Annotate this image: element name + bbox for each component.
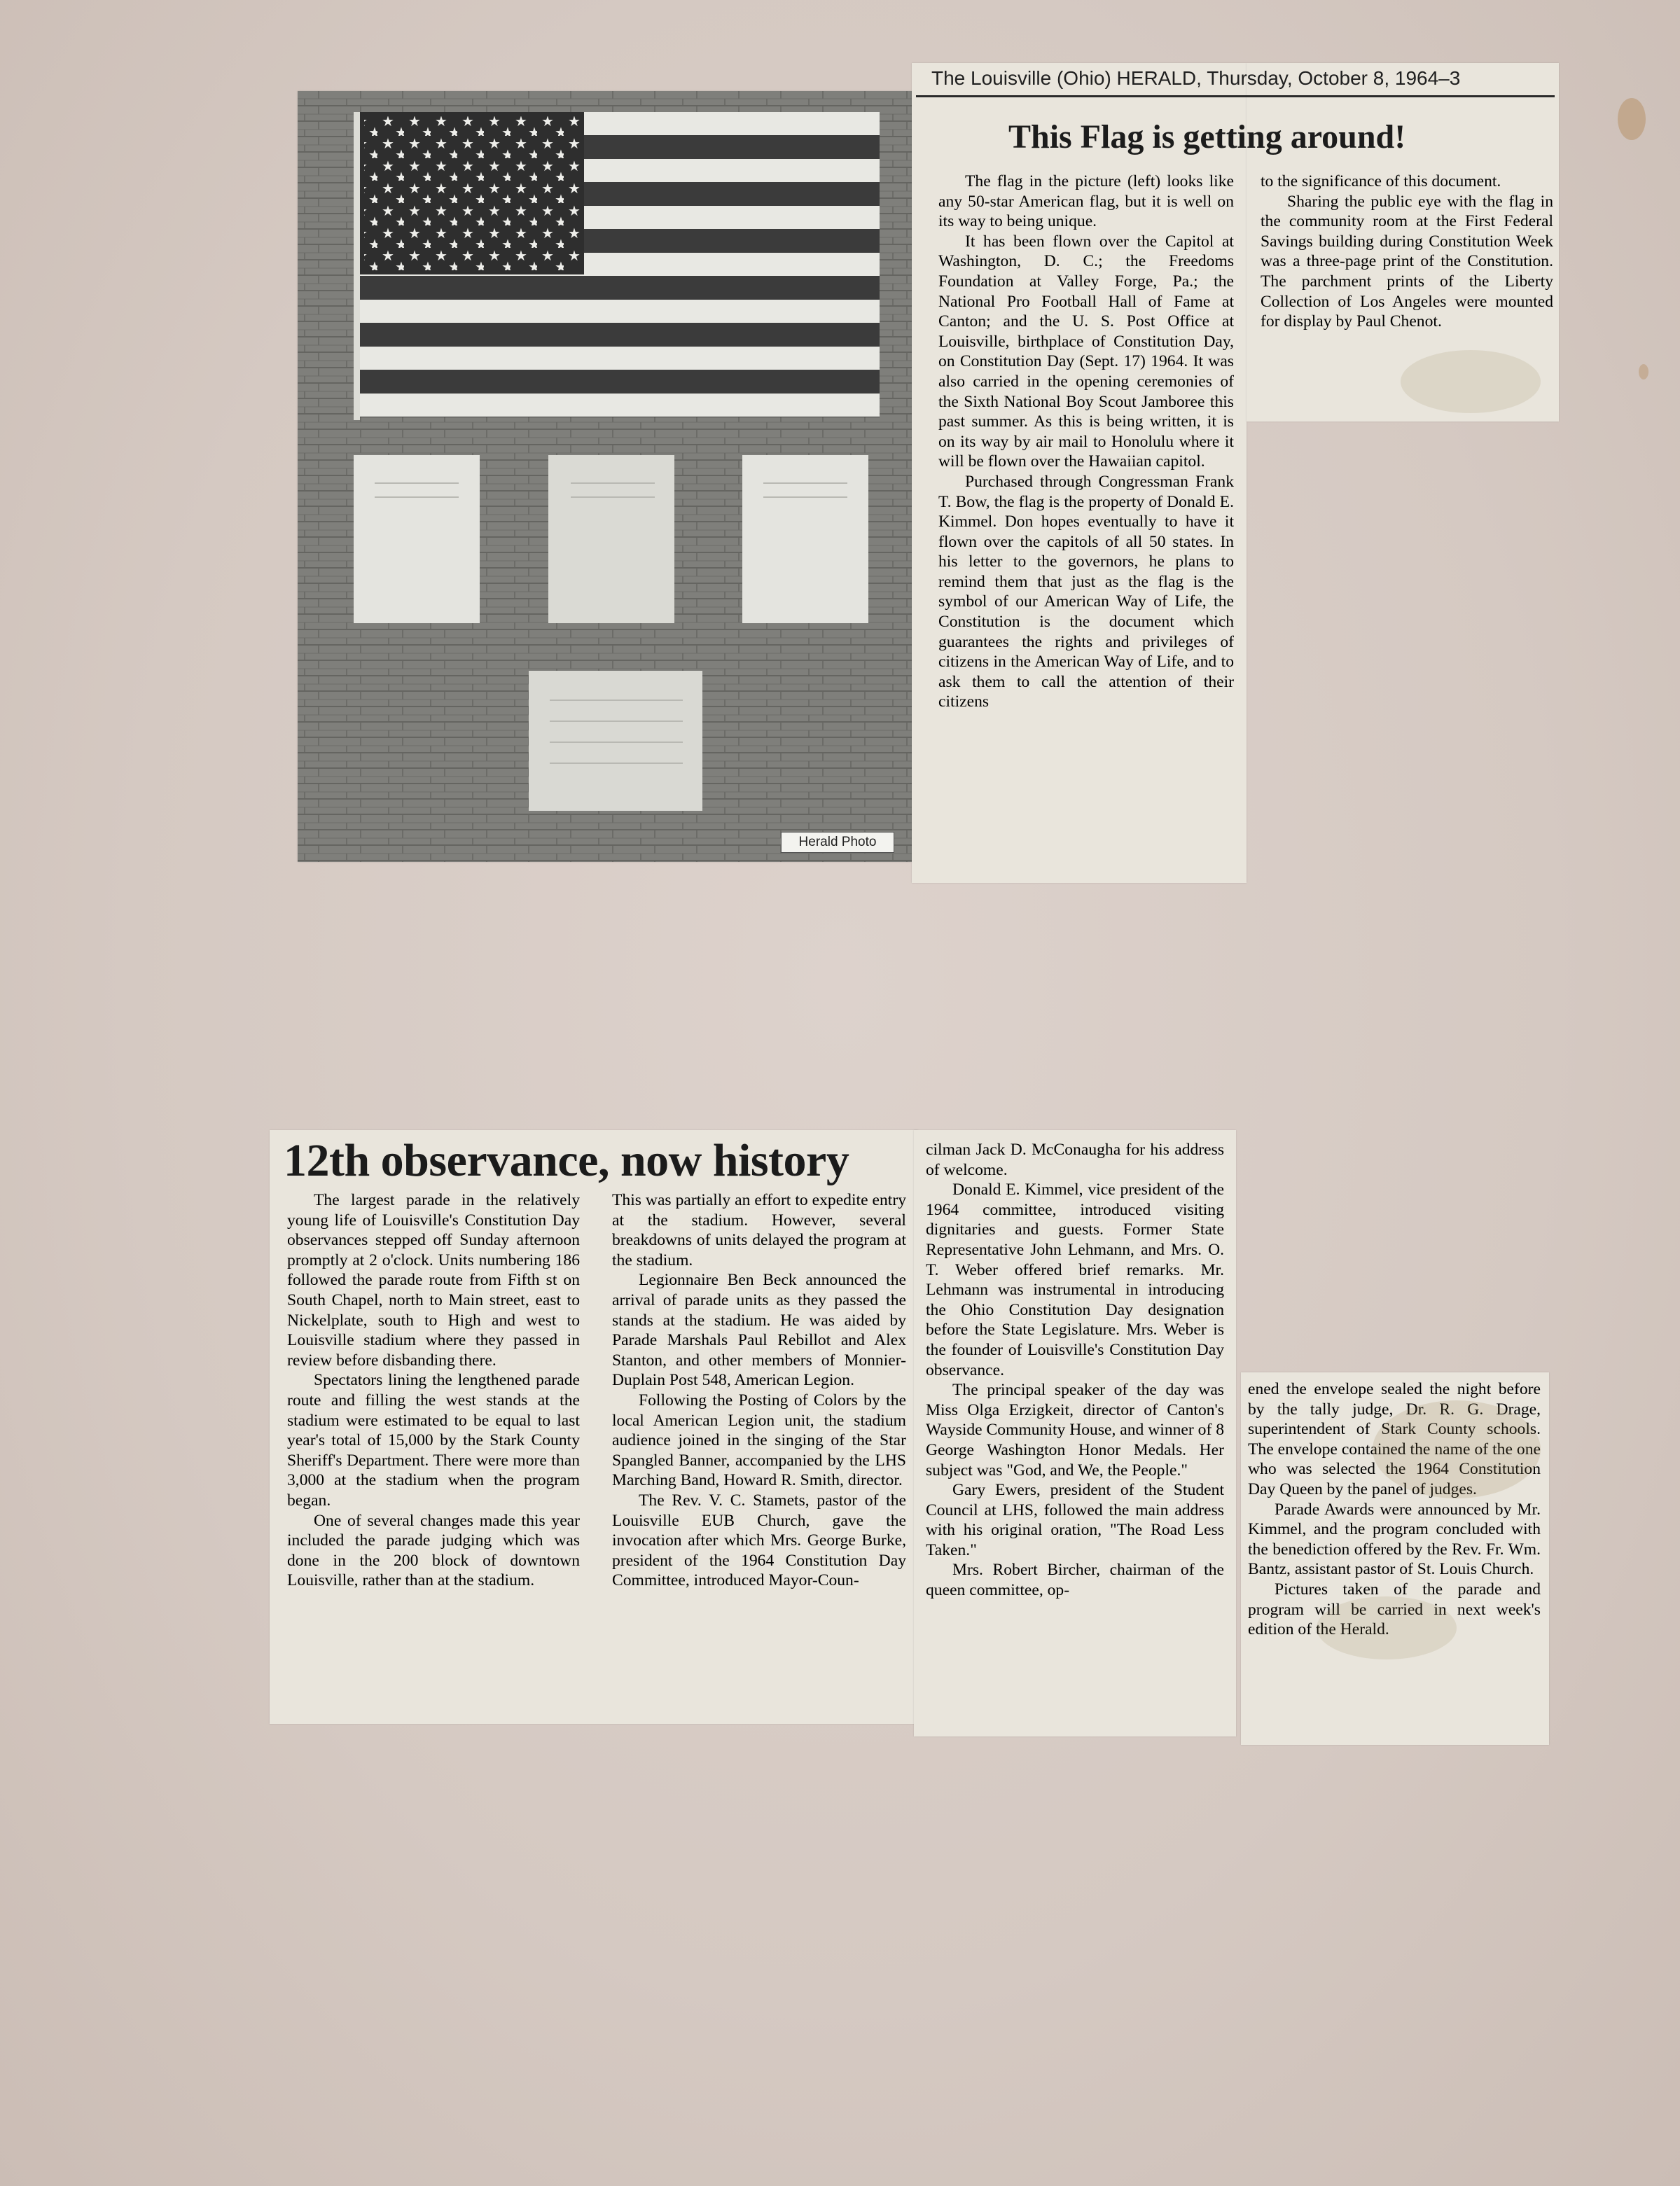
paragraph: One of several changes made this year included the parade judging which was done in the 200 block of downtown Louisville, rather than at the stadium. bbox=[287, 1511, 580, 1590]
bottom-article-text-col-1 bbox=[287, 1190, 580, 1591]
top-article-text-col-2 bbox=[1261, 172, 1553, 332]
american-flag-icon bbox=[360, 112, 880, 417]
paragraph: The largest parade in the relatively young life of Louisville's Constitution Day observances stepped off Sunday afternoon promptly at 2 o'clock. Units numbering 186 followed the parade route from Fifth st on South Chapel, north to Main street, east to Nickelplate, south to High and west to Louisville stadium where they passed in review before disbanding there. bbox=[287, 1191, 580, 1370]
paragraph: Parade Awards were announced by Mr. Kimmel, and the program concluded with the benediction offered by the Rev. Fr. Wm. Bantz, assistant pastor of St. Louis Church. bbox=[1248, 1500, 1541, 1579]
paragraph: Sharing the public eye with the flag in the community room at the First Federal Savings building during Constitution Week was a three-page print of the Constitution. The parchment prints of the Liberty Collection of Los Angeles were mounted for display by Paul Chenot. bbox=[1261, 192, 1553, 331]
paragraph: Mrs. Robert Bircher, chairman of the queen committee, op- bbox=[926, 1561, 1224, 1600]
paragraph: It has been flown over the Capitol at Washington, D. C.; the Freedoms Foundation at Valley Forge, Pa.; the National Pro Football Hall of Fame at Canton; and the U. S. Post Office at Louisville, birthplace of Constitution Day, on Constitution Day (Sept. 17) 1964. It was also carried in the opening ceremonies of the Sixth National Boy Scout Jamboree this past summer. As this is being written, it is on its way by air mail to Honolulu where it will be flown over the Hawaiian capitol. bbox=[938, 232, 1234, 471]
paragraph: Following the Posting of Colors by the local American Legion unit, the stadium audience joined in the singing of the Star Spangled Banner, accompanied by the LHS Marching Band, Howard R. Smith, director. bbox=[612, 1391, 906, 1490]
paragraph: ened the envelope sealed the night before by the tally judge, Dr. R. G. Drage, superintendent of Stark County schools. The envelope contained the name of the one who was selected the 1964 Constitution Day Queen by the panel of judges. bbox=[1248, 1380, 1541, 1498]
paragraph: Gary Ewers, president of the Student Council at LHS, followed the main address with his original oration, "The Road Less Taken." bbox=[926, 1481, 1224, 1559]
page-stain bbox=[1618, 98, 1646, 140]
paragraph: Spectators lining the lengthened parade route and filling the west stands at the stadium were estimated to be equal to last year's total of 15,000 by the Stark County Sheriff's Department. There were more than 3,000 at the stadium when the program began. bbox=[287, 1371, 580, 1510]
paragraph: Donald E. Kimmel, vice president of the 1964 committee, introduced visiting dignitaries and guests. Former State Representative John Lehmann, and Mrs. O. T. Weber offered brief remarks. Mr. Lehmann was instrumental in introducing the Ohio Constitution Day designation before the State Legislature. Mrs. Weber is the founder of Louisville's Constitution Day observance. bbox=[926, 1181, 1224, 1379]
bottom-article-text-col-2 bbox=[612, 1190, 906, 1591]
paragraph: Legionnaire Ben Beck announced the arrival of parade units as they passed the stands at the stadium. He was aided by Parade Marshals Paul Rebillot and Alex Stanton, and other members of Monnier-Duplain Post 548, American Legion. bbox=[612, 1271, 906, 1390]
masthead-rule bbox=[916, 95, 1555, 97]
headline: This Flag is getting around! bbox=[1008, 118, 1406, 155]
paragraph: cilman Jack D. McConaugha for his address of welcome. bbox=[926, 1141, 1224, 1179]
page-stain bbox=[1639, 364, 1648, 380]
flag-photo-image bbox=[298, 91, 912, 862]
bottom-article-text-col-3 bbox=[926, 1140, 1224, 1601]
paragraph: Pictures taken of the parade and program will be carried in next week's edition of the Herald. bbox=[1248, 1580, 1541, 1639]
paragraph: The Rev. V. C. Stamets, pastor of the Louisville EUB Church, gave the invocation after which Mrs. George Burke, president of the 1964 Constitution Day Committee, introduced Mayor-Coun- bbox=[612, 1491, 906, 1590]
paragraph: The flag in the picture (left) looks like any 50-star American flag, but it is well on its way to being unique. bbox=[938, 172, 1234, 231]
flag-photo bbox=[298, 91, 912, 862]
photo-credit: Herald Photo bbox=[781, 832, 894, 853]
top-article-text-col-1 bbox=[938, 172, 1234, 712]
masthead: The Louisville (Ohio) HERALD, Thursday, October 8, 1964–3 bbox=[931, 67, 1461, 89]
paragraph: to the significance of this document. bbox=[1261, 172, 1501, 190]
paragraph: The principal speaker of the day was Miss Olga Erzigkeit, director of Canton's Wayside Community House, and winner of 8 George Washington Honor Medals. Her subject was "God, and We, the People." bbox=[926, 1381, 1225, 1480]
headline-12th-observance: 12th observance, now history bbox=[284, 1135, 849, 1186]
paragraph: Purchased through Congressman Frank T. Bow, the flag is the property of Donald E. Kimmel. Don hopes eventually to have it flown over the capitols of all 50 states. In his letter to the governors, he plans to remind them that just as the flag is the symbol of our American Way of Life, the Constitution is the document which guarantees the rights and privileges of citizens in the American Way of Life, and to ask them to call the attention of their citizens bbox=[938, 472, 1234, 711]
bottom-article-text-col-4 bbox=[1248, 1379, 1541, 1640]
paragraph: This was partially an effort to expedite entry at the stadium. However, several breakdowns of units delayed the program at the stadium. bbox=[612, 1191, 906, 1269]
